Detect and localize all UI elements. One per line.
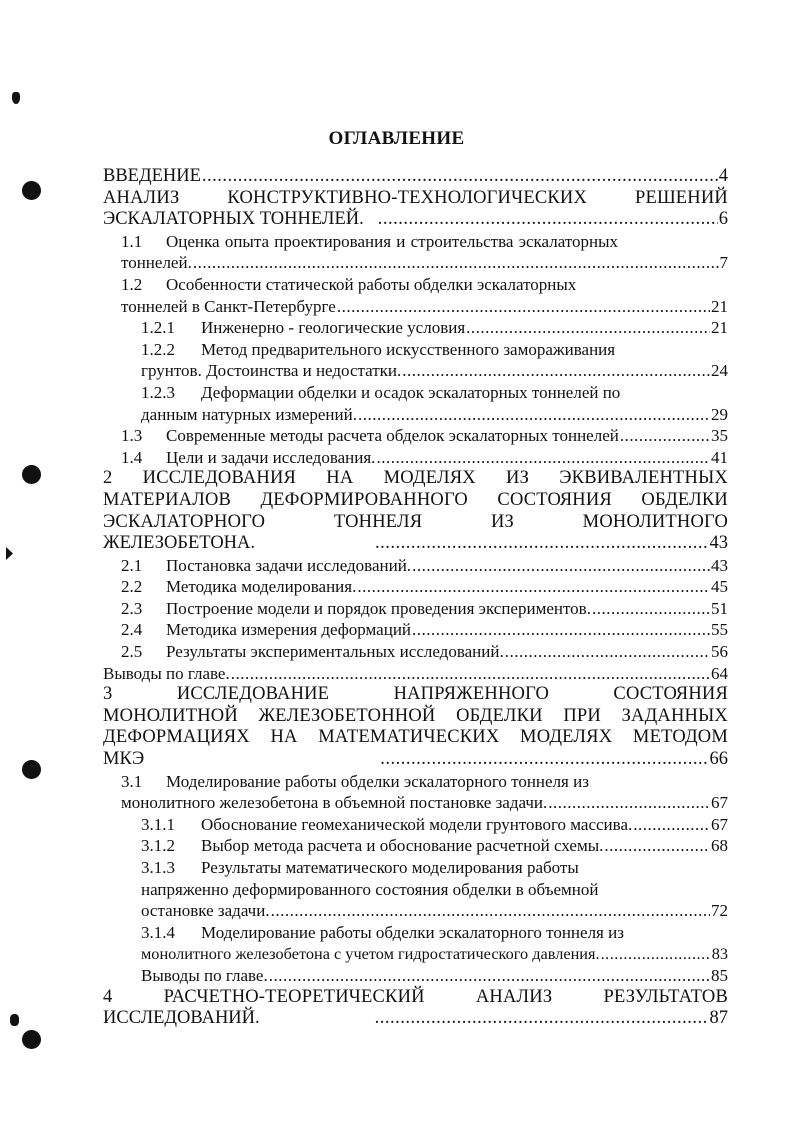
entry-text-line: 4 РАСЧЕТНО-ТЕОРЕТИЧЕСКИЙ АНАЛИЗ РЕЗУЛЬТАТОВ	[103, 986, 728, 1007]
punch-hole-4	[22, 1030, 41, 1049]
page-number: 83	[711, 944, 728, 964]
toc-entry-2-2	[103, 576, 728, 598]
toc-entry-ch3-conclusions	[103, 965, 728, 987]
entry-text-line: АНАЛИЗ КОНСТРУКТИВНО-ТЕХНОЛОГИЧЕСКИХ РЕШЕНИЙ	[103, 187, 728, 208]
toc-entry-1-2-3-cont	[103, 404, 728, 426]
page-title: ОГЛАВЛЕНИЕ	[328, 128, 465, 149]
toc-entry-3-1-4	[103, 922, 728, 944]
entry-text: Обоснование геомеханической модели грунтового массива.	[201, 814, 633, 834]
section-number: 1.1	[121, 231, 143, 251]
scan-mark-1	[12, 92, 20, 104]
toc-entry-1-2	[103, 274, 728, 296]
section-number: 1.3	[121, 426, 143, 446]
entry-text: Построение модели и порядок проведения экспериментов.	[166, 598, 591, 618]
toc-entry-1-4	[103, 447, 728, 469]
section-number: 3.1.2	[141, 836, 175, 856]
page-number: 21	[711, 318, 728, 338]
table-of-contents	[103, 166, 728, 1030]
entry-text: Выводы по главе.	[141, 965, 268, 985]
toc-entry-3-1-2	[103, 835, 728, 857]
toc-entry-ch4	[103, 987, 728, 1009]
page-number: 41	[711, 447, 728, 467]
section-number: 2.2	[121, 577, 143, 597]
entry-text-line: ЭСКАЛАТОРНЫХ ТОННЕЛЕЙ.	[103, 209, 364, 230]
page-number: 66	[709, 749, 728, 770]
section-number: 2.4	[121, 620, 143, 640]
punch-hole-1	[22, 181, 41, 200]
toc-entry-3-1-3-cont-1	[103, 879, 728, 901]
entry-text-line: МОНОЛИТНОЙ ЖЕЛЕЗОБЕТОННОЙ ОБДЕЛКИ ПРИ ЗАДАННЫХ	[103, 705, 728, 726]
toc-entry-1-1	[103, 231, 728, 253]
entry-text-line: тоннелей.	[121, 253, 192, 273]
section-number: 3.1	[121, 771, 143, 791]
toc-entry-1-2-cont	[103, 296, 728, 318]
toc-entry-2-4	[103, 619, 728, 641]
entry-text-line: Оценка опыта проектирования и строительства эскалаторных	[166, 231, 619, 251]
page-number: 7	[719, 253, 728, 273]
page-number: 67	[711, 793, 728, 813]
toc-entry-3-1-4-cont	[103, 943, 728, 965]
punch-hole-3	[22, 760, 41, 779]
page-number: 72	[711, 901, 728, 921]
page-number: 85	[711, 965, 728, 985]
section-number: 3.1.1	[141, 814, 175, 834]
entry-text-line: Моделирование работы обделки эскалаторного тоннеля из	[166, 771, 589, 791]
toc-entry-ch3	[103, 684, 728, 706]
page-number: 56	[711, 642, 728, 662]
scan-mark-3	[10, 1014, 19, 1026]
section-number: 2.3	[121, 598, 143, 618]
entry-text: Методика измерения деформаций	[166, 620, 412, 640]
toc-entry-3-1-cont	[103, 792, 728, 814]
entry-text-line: грунтов. Достоинства и недостатки.	[141, 361, 402, 381]
entry-text-line: МАТЕРИАЛОВ ДЕФОРМИРОВАННОГО СОСТОЯНИЯ ОБДЕЛКИ	[103, 489, 728, 510]
entry-text: Методика моделирования.	[166, 577, 357, 597]
entry-text: Выбор метода расчета и обоснование расчетной схемы.	[201, 836, 604, 856]
toc-entry-ch1-cont	[103, 209, 728, 231]
entry-text: Результаты экспериментальных исследований.	[166, 642, 504, 662]
entry-text-line: напряженно деформированного состояния обделки в объемной	[141, 879, 599, 899]
section-number: 1.4	[121, 447, 143, 467]
page-number: 51	[711, 598, 728, 618]
entry-text-line: 3 ИССЛЕДОВАНИЕ НАПРЯЖЕННОГО СОСТОЯНИЯ	[103, 684, 728, 705]
toc-entry-intro	[103, 166, 728, 188]
entry-text-line: ЖЕЛЕЗОБЕТОНА.	[103, 533, 256, 554]
toc-entry-1-2-1	[103, 317, 728, 339]
entry-text-line: ИССЛЕДОВАНИЙ.	[103, 1008, 260, 1029]
entry-text-line: ДЕФОРМАЦИЯХ НА МАТЕМАТИЧЕСКИХ МОДЕЛЯХ МЕТОДОМ	[103, 727, 728, 748]
page-number: 29	[711, 404, 728, 424]
page-number: 87	[709, 1008, 728, 1029]
toc-entry-ch2-conclusions	[103, 663, 728, 685]
toc-entry-3-1-3-cont-2	[103, 900, 728, 922]
page-number: 55	[711, 620, 728, 640]
page-number: 35	[711, 426, 728, 446]
toc-entry-2-1	[103, 555, 728, 577]
section-number: 2.5	[121, 642, 143, 662]
section-number: 3.1.4	[141, 922, 175, 942]
toc-entry-ch2-cont-3	[103, 533, 728, 555]
section-number: 3.1.3	[141, 858, 175, 877]
entry-text-line: Результаты математического моделирования работы	[201, 858, 579, 877]
toc-entry-ch2-cont-2	[103, 512, 728, 534]
page-number: 6	[718, 209, 728, 230]
entry-text: Постановка задачи исследований.	[166, 555, 412, 575]
toc-entry-2-5	[103, 641, 728, 663]
entry-text-line: остановке задачи.	[141, 901, 270, 921]
page-number: 67	[711, 814, 728, 834]
entry-text-line: Моделирование работы обделки эскалаторного тоннеля из	[201, 922, 624, 942]
section-number: 1.2.3	[141, 382, 175, 402]
entry-text-line: монолитного железобетона с учетом гидростатического давления.	[141, 944, 600, 964]
entry-text-line: данным натурных измерений.	[141, 404, 357, 424]
section-number: 1.2	[121, 274, 143, 294]
toc-entry-ch3-cont-3	[103, 749, 728, 771]
entry-text-line: Метод предварительного искусственного замораживания	[201, 339, 616, 359]
toc-entry-3-1	[103, 771, 728, 793]
toc-entry-3-1-3	[103, 857, 728, 879]
toc-entry-ch2-cont-1	[103, 490, 728, 512]
page-number: 43	[709, 533, 728, 554]
toc-entry-1-2-2	[103, 339, 728, 361]
toc-entry-ch3-cont-1	[103, 706, 728, 728]
page-number: 45	[711, 577, 728, 597]
page-number: 4	[718, 166, 728, 186]
toc-entry-ch4-cont	[103, 1008, 728, 1030]
toc-entry-2-3	[103, 598, 728, 620]
scan-mark-2	[6, 547, 13, 560]
entry-text-line: монолитного железобетона в объемной постановке задачи.	[121, 793, 548, 813]
toc-entry-3-1-1	[103, 814, 728, 836]
page-number: 43	[711, 555, 728, 575]
entry-text: Современные методы расчета обделок эскалаторных тоннелей	[166, 426, 619, 446]
toc-entry-1-2-2-cont	[103, 360, 728, 382]
toc-entry-ch2	[103, 468, 728, 490]
entry-text-line: Особенности статической работы обделки эскалаторных	[166, 274, 577, 294]
punch-hole-2	[22, 465, 41, 484]
entry-text-line: 2 ИССЛЕДОВАНИЯ НА МОДЕЛЯХ ИЗ ЭКВИВАЛЕНТНЫХ	[103, 468, 728, 489]
toc-entry-1-3	[103, 425, 728, 447]
entry-text-line: МКЭ	[103, 749, 145, 770]
entry-text-line: тоннелей в Санкт-Петербурге	[121, 296, 336, 316]
page-number: 68	[711, 836, 728, 856]
entry-text: Выводы по главе.	[103, 663, 230, 683]
section-number: 2.1	[121, 555, 143, 575]
toc-entry-ch1	[103, 188, 728, 210]
toc-entry-ch3-cont-2	[103, 727, 728, 749]
toc-entry-1-2-3	[103, 382, 728, 404]
entry-text: Инженерно - геологические условия	[201, 318, 466, 338]
entry-text-line: ЭСКАЛАТОРНОГО ТОННЕЛЯ ИЗ МОНОЛИТНОГО	[103, 511, 728, 532]
page-number: 24	[711, 361, 728, 381]
section-number: 1.2.2	[141, 339, 175, 359]
page-number: 21	[711, 296, 728, 316]
toc-entry-1-1-cont	[103, 252, 728, 274]
entry-text-line: Деформации обделки и осадок эскалаторных тоннелей по	[201, 382, 621, 402]
section-number: 1.2.1	[141, 318, 175, 338]
page-number: 64	[711, 663, 728, 683]
entry-text: ВВЕДЕНИЕ	[103, 166, 201, 186]
entry-text: Цели и задачи исследования.	[166, 447, 376, 467]
